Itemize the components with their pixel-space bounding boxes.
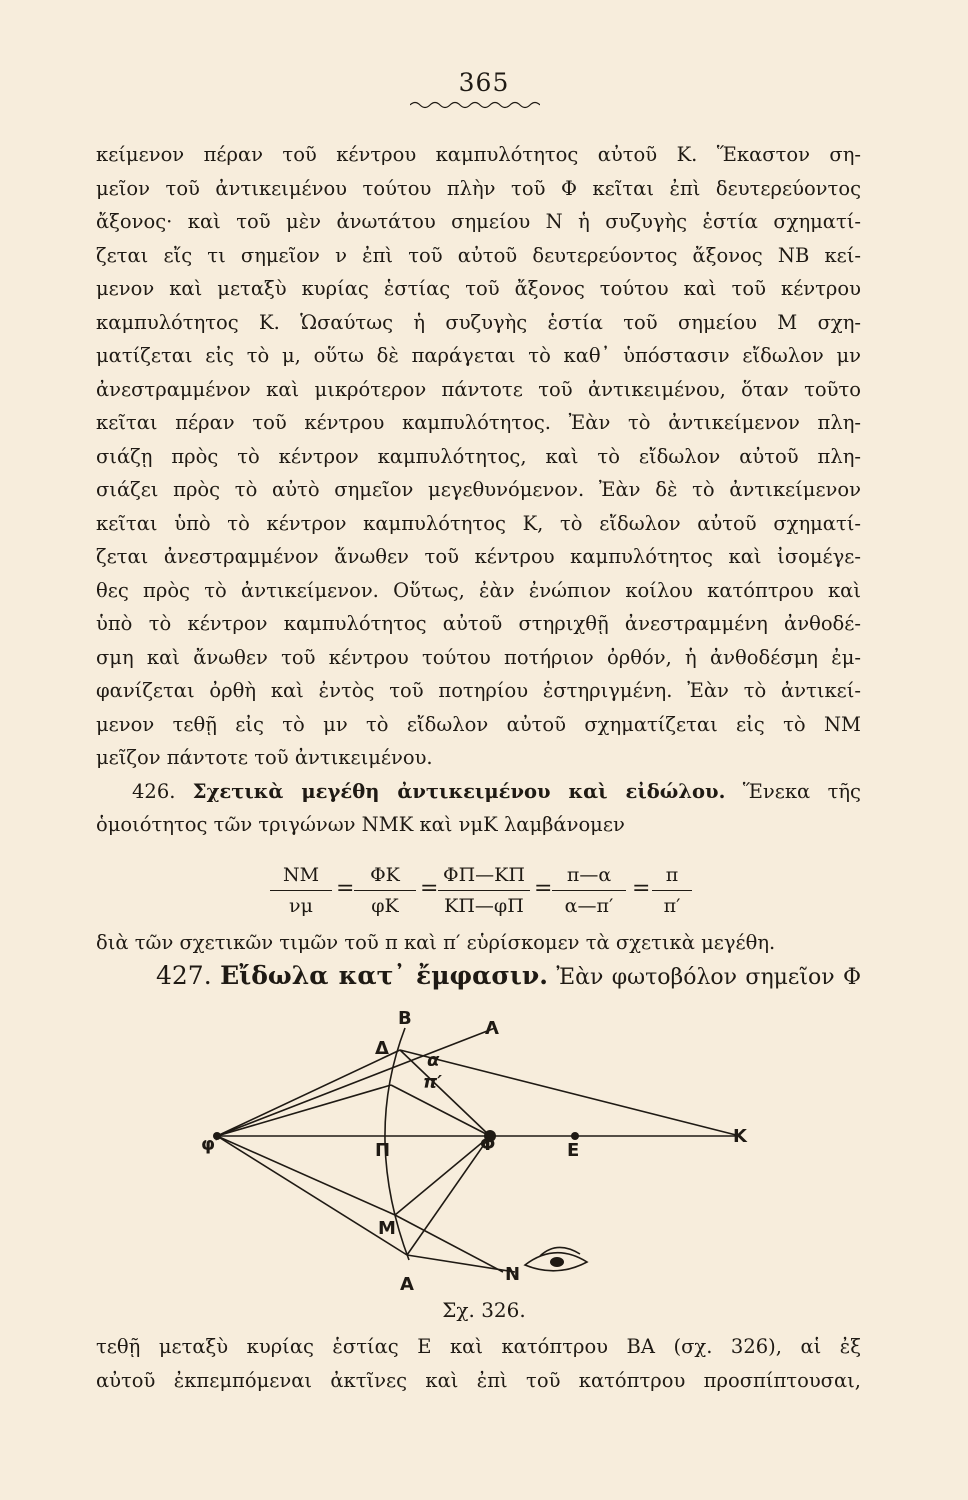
tail-paragraph: [96, 1330, 861, 1398]
ratio-formula: [270, 862, 700, 922]
paragraph-line: φανίζεται ὀρθὴ καὶ ἐντὸς τοῦ ποτηρίου ἐστηριγμένη. Ἐὰν τὸ ἀντικεί-: [96, 679, 861, 702]
equals-sign: =: [420, 876, 439, 901]
fraction-2: [354, 862, 416, 919]
paragraph-line: ἄξονος· καὶ τοῦ μὲν ἀνωτάτου σημείου Ν ἡ συζυγὴς ἑστία σχηματί-: [96, 210, 861, 233]
section-426-text: Ἕνεκα τῆς: [742, 779, 861, 803]
paragraph-line: μεῖον τοῦ ἀντικειμένου τούτου πλὴν τοῦ Φ κεῖται ἐπὶ δευτερεύοντος: [96, 176, 861, 200]
ray-line: [217, 1028, 495, 1136]
paragraph-line: ὑπὸ τὸ κέντρον καμπυλότητος αὐτοῦ στηριχθῇ ἀνεστραμμένη ἀνθοδέ-: [96, 612, 861, 635]
fraction-numerator: ΦΚ: [370, 864, 400, 886]
paragraph-line: τεθῇ μεταξὺ κυρίας ἑστίας Ε καὶ κατόπτρου ΒΑ (σχ. 326), αἱ ἐξ: [96, 1335, 861, 1358]
label-Lambda: Λ: [485, 1018, 499, 1039]
section-426-line2: ὁμοιότητος τῶν τριγώνων ΝΜΚ καὶ νμΚ λαμβάνομεν: [96, 813, 625, 836]
ornament-divider: [410, 100, 540, 110]
label-pi-prime: π′: [423, 1072, 442, 1093]
page-number: 365: [458, 68, 510, 97]
fraction-denominator: π′: [663, 895, 681, 917]
fraction-denominator: ΚΠ—φΠ: [444, 895, 524, 917]
label-E: Ε: [567, 1140, 580, 1161]
section-426-number: 426.: [132, 779, 176, 803]
ray-line: [407, 1255, 515, 1272]
ray-line: [217, 1050, 400, 1136]
paragraph-line: κεῖται πέραν τοῦ κέντρου καμπυλότητος. Ἐὰν τὸ ἀντικείμενον πλη-: [96, 411, 861, 434]
fraction-denominator: φΚ: [371, 895, 399, 917]
main-paragraph: [96, 138, 861, 842]
label-K: Κ: [733, 1126, 747, 1147]
section-427-text: Ἐὰν φωτοβόλον σημεῖον Φ: [556, 965, 861, 990]
paragraph-line: σμη καὶ ἄνωθεν τοῦ κέντρου τούτου ποτήριον ὀρθόν, ἡ ἀνθοδέσμη ἐμ-: [96, 645, 861, 669]
mirror-diagram: [195, 1010, 775, 1300]
equals-sign: =: [534, 876, 553, 901]
section-426-title: Σχετικὰ μεγέθη ἀντικειμένου καὶ εἰδώλου.: [192, 779, 726, 803]
fraction-denominator: νμ: [289, 895, 313, 917]
paragraph-line: αὐτοῦ ἐκπεμπόμεναι ἀκτῖνες καὶ ἐπὶ τοῦ κατόπτρου προσπίπτουσαι,: [96, 1369, 861, 1392]
label-A: Α: [400, 1274, 414, 1295]
fraction-numerator: ΦΠ—ΚΠ: [443, 864, 525, 886]
paragraph-line: μενον τεθῇ εἰς τὸ μν τὸ εἴδωλον αὐτοῦ σχηματίζεται εἰς τὸ ΝΜ: [96, 712, 861, 736]
ray-line: [217, 1085, 391, 1136]
label-Delta: Δ: [375, 1038, 389, 1059]
paragraph-line: ζεται ἀνεστραμμένον ἄνωθεν τοῦ κέντρου καμπυλότητος καὶ ἰσομέγε-: [96, 545, 861, 568]
normal-line: [400, 1050, 740, 1136]
fraction-numerator: ΝΜ: [282, 864, 320, 886]
paragraph-line: καμπυλότητος Κ. Ὡσαύτως ἡ συζυγὴς ἑστία τοῦ σημείου Μ σχη-: [96, 310, 861, 334]
figure-caption: Σχ. 326.: [442, 1298, 526, 1322]
label-alpha: α: [427, 1050, 440, 1071]
paragraph-line: ἀνεστραμμένον καὶ μικρότερον πάντοτε τοῦ ἀντικειμένου, ὅταν τοῦτο: [96, 377, 861, 401]
section-426-heading: [96, 775, 861, 809]
section-427-number: 427.: [156, 961, 212, 990]
fraction-4: [552, 862, 626, 919]
fraction-numerator: π—α: [566, 864, 612, 886]
paragraph-line: σιάζει πρὸς τὸ αὐτὸ σημεῖον μεγεθυνόμενον. Ἐὰν δὲ τὸ ἀντικείμενον: [96, 478, 861, 501]
label-M: Μ: [378, 1218, 396, 1239]
reflected-ray: [400, 1050, 490, 1136]
equals-sign: =: [336, 876, 355, 901]
paragraph-line: κείμενον πέραν τοῦ κέντρου καμπυλότητος αὐτοῦ Κ. Ἕκαστον ση-: [96, 143, 861, 166]
fraction-1: [270, 862, 332, 919]
after-formula-text: διὰ τῶν σχετικῶν τιμῶν τοῦ π καὶ π′ εὑρίσκομεν τὰ σχετικὰ μεγέθη.: [96, 931, 776, 954]
paragraph-line: θες πρὸς τὸ ἀντικείμενον. Οὕτως, ἐὰν ἐνώπιον κοίλου κατόπτρου καὶ: [96, 578, 861, 602]
label-N: Ν: [505, 1264, 521, 1285]
eye-pupil: [550, 1257, 564, 1267]
paragraph-line: ματίζεται εἰς τὸ μ, οὕτω δὲ παράγεται τὸ καθ᾽ ὑπόστασιν εἴδωλον μν: [96, 344, 861, 367]
ray-line: [395, 1215, 503, 1272]
fraction-numerator: π: [665, 864, 679, 886]
equals-sign: =: [632, 876, 651, 901]
label-B: Β: [398, 1010, 412, 1029]
section-427-heading: [96, 958, 861, 996]
paragraph-line: σιάζῃ πρὸς τὸ κέντρον καμπυλότητος, καὶ τὸ εἴδωλον αὐτοῦ πλη-: [96, 444, 861, 468]
paragraph-line: κεῖται ὑπὸ τὸ κέντρον καμπυλότητος Κ, τὸ εἴδωλον αὐτοῦ σχηματί-: [96, 511, 861, 535]
paragraph-line: μενον καὶ μεταξὺ κυρίας ἑστίας τοῦ ἄξονος τούτου καὶ τοῦ κέντρου: [96, 277, 861, 300]
fraction-denominator: α—π′: [564, 895, 614, 917]
section-427-title: Εἴδωλα κατ᾽ ἔμφασιν.: [220, 961, 548, 990]
label-Pi: Π: [375, 1140, 391, 1161]
label-Phi: Φ: [480, 1134, 496, 1155]
paragraph-line: μεῖζον πάντοτε τοῦ ἀντικειμένου.: [96, 746, 433, 769]
label-phi-prime: φ′: [201, 1134, 220, 1155]
ray-line: [217, 1136, 395, 1215]
paragraph-line: ζεται εἴς τι σημεῖον ν ἐπὶ τοῦ αὐτοῦ δευτερεύοντος ἄξονος ΝΒ κεί-: [96, 243, 861, 267]
fraction-5: [652, 862, 692, 919]
fraction-3: [438, 862, 530, 919]
focal-point-E: [571, 1132, 579, 1140]
